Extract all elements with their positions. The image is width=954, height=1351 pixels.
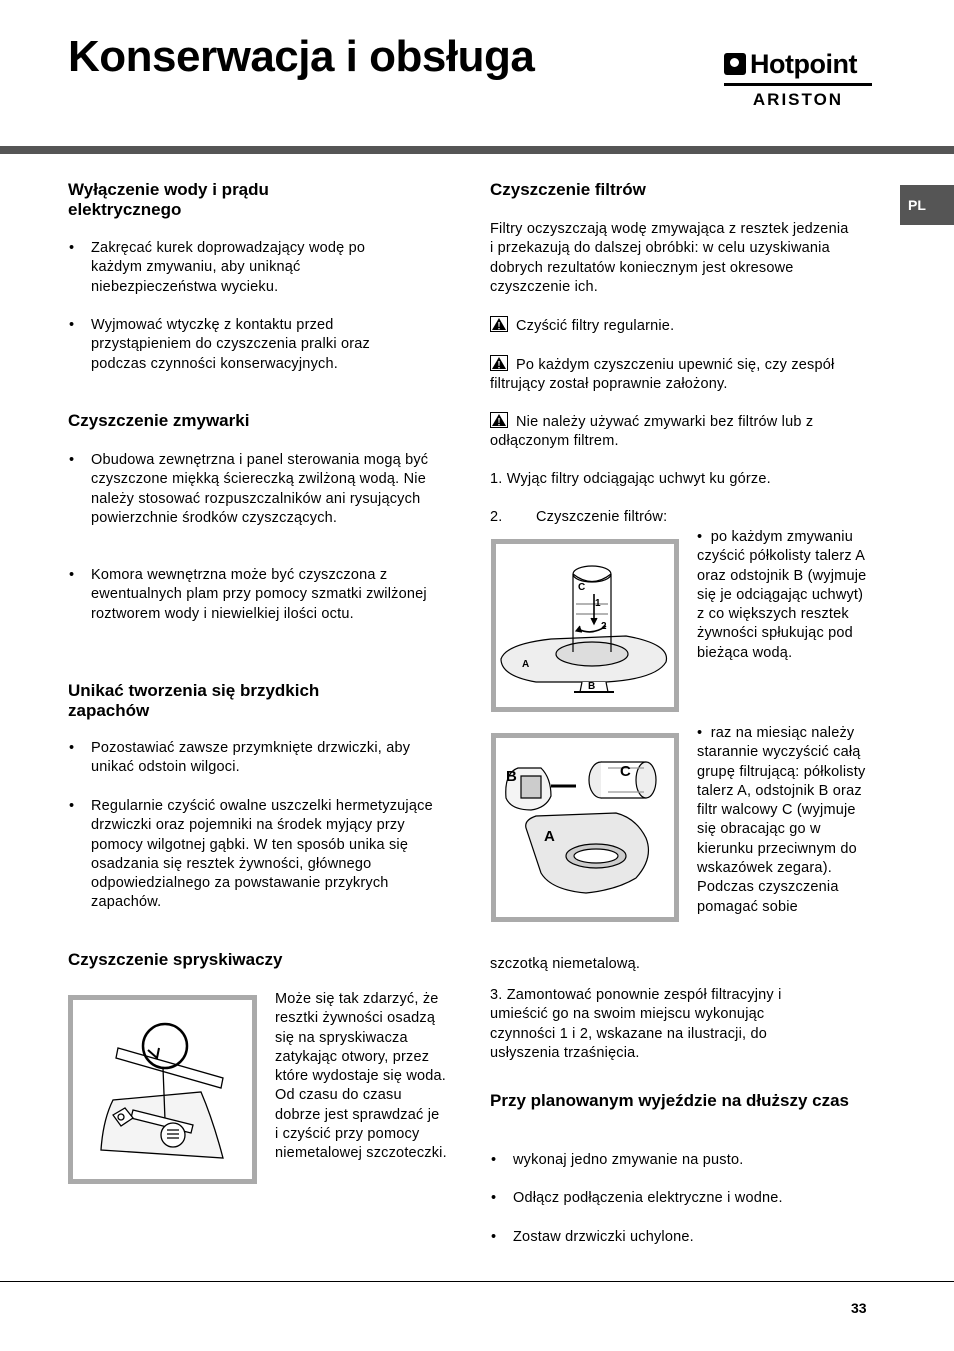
list-item: • wykonaj jedno zmywanie na pusto. <box>491 1152 744 1168</box>
filter-parts-illustration <box>491 733 679 922</box>
fig1-description: • po każdym zmywaniu czyścić półkolisty talerz A oraz odstojnik B (wyjmuje się je odciągając uchwyt) z co większych resztek żywności spłukując pod bieżąca wodą. <box>697 529 867 661</box>
step-2-number: 2. <box>490 509 503 525</box>
filters-intro: Filtry oczyszczają wodę zmywająca z resztek jedzenia i przekazują do dalszej obróbki: w celu uzyskiwania dobrych rezultatów koniecznym jest okresowe czyszczenie ich. <box>490 221 849 295</box>
warning-icon <box>490 355 508 371</box>
filter-removal-illustration <box>491 539 679 712</box>
filter-parts-icon <box>496 738 674 917</box>
filter-assembly-icon <box>496 544 674 707</box>
fig1-label-b: B <box>588 681 596 692</box>
sprayer-illustration <box>68 995 257 1184</box>
list-item: • Wyjmować wtyczkę z kontaktu przed przystąpieniem do czyszczenia pralki oraz podczas czynności konserwacyjnych. <box>69 317 370 372</box>
list-item: • Regularnie czyścić owalne uszczelki hermetyzujące drzwiczki oraz pojemniki na środek myjący przy pomocy wilgotnej gąbki. W ten sposób unika się osadzania się resztek żywności, głównego odpowiedzialnego za powstawanie przykrych zapachów. <box>69 798 433 911</box>
hotpoint-logo-icon <box>724 53 746 75</box>
sprayer-text: Może się tak zdarzyć, że resztki żywności osadzą się na spryskiwacza zatykając otwory, przez które wydostaje się woda. Od czasu do czasu dobrze jest sprawdzać je i czyścić przy pomocy niemetalowej szczoteczki. <box>275 991 447 1162</box>
section-title-water-power: Wyłączenie wody i prądu elektrycznego <box>68 180 269 219</box>
sprayer-arm-icon <box>73 1000 252 1179</box>
section-title-filters: Czyszczenie filtrów <box>490 180 646 199</box>
header-divider <box>0 146 954 154</box>
list-item: • Obudowa zewnętrzna i panel sterowania mogą być czyszczone miękką ściereczką zwilżoną wodą. Nie należy stosować rozpuszczalników ani rysujących powierzchnie środków czyszczących. <box>69 452 429 526</box>
section-title-sprayers: Czyszczenie spryskiwaczy <box>68 950 283 969</box>
fig1-label-a: A <box>522 659 530 670</box>
brand-logo <box>724 50 872 110</box>
fig1-label-2: 2 <box>601 621 607 632</box>
list-item: • Komora wewnętrzna może być czyszczona z ewentualnych plam przy pomocy szmatki zwilżonej roztworem wody i niewielkiej ilości octu. <box>69 567 427 622</box>
step-1: 1. Wyjąc filtry odciągając uchwyt ku górze. <box>490 471 771 487</box>
fig2-description-cont: szczotką niemetalową. <box>490 956 641 972</box>
fig1-label-c: C <box>578 582 586 593</box>
section-title-long-absence: Przy planowanym wyjeździe na dłuższy czas <box>490 1091 850 1110</box>
list-item: • Pozostawiać zawsze przymknięte drzwiczki, aby unikać odstoin wilgoci. <box>69 740 411 776</box>
language-tab: PL <box>900 185 954 225</box>
list-item: • Zostaw drzwiczki uchylone. <box>491 1229 694 1245</box>
list-item: • Zakręcać kurek doprowadzający wodę po każdym zmywaniu, aby uniknąć niebezpieczeństwa wycieku. <box>69 240 366 295</box>
section-title-cleaning: Czyszczenie zmywarki <box>68 411 250 430</box>
fig2-label-a: A <box>544 828 555 845</box>
fig2-label-b: B <box>506 768 517 785</box>
warning-1: Czyścić filtry regularnie. <box>490 316 860 336</box>
step-3: 3. Zamontować ponownie zespół filtracyjny i umieścić go na swoim miejscu wykonując czynności 1 i 2, wskazane na ilustracji, do usłyszenia trzaśnięcia. <box>490 987 782 1061</box>
fig2-description: • raz na miesiąc należy starannie wyczyścić całą grupę filtrującą: półkolisty talerz A, odstojnik B oraz filtr walcowy C (wyjmuje się obracając go w kierunku przeciwnym do wskazówek zegara). Podczas czyszczenia pomagać sobie <box>697 725 866 915</box>
warning-3: Nie należy używać zmywarki bez filtrów lub z odłączonym filtrem. <box>490 414 814 450</box>
step-2: Czyszczenie filtrów: <box>536 509 668 525</box>
brand-bottom: ARISTON <box>752 90 844 109</box>
page-number: 33 <box>851 1300 867 1316</box>
section-title-odors: Unikać tworzenia się brzydkich zapachów <box>68 681 320 720</box>
footer-divider <box>0 1281 954 1282</box>
page-title: Konserwacja i obsługa <box>68 32 535 81</box>
brand-top: Hotpoint <box>750 49 857 79</box>
warning-2: Po każdym czyszczeniu upewnić się, czy zespół filtrujący został poprawnie założony. <box>490 357 835 393</box>
warning-icon <box>490 316 508 332</box>
fig2-label-c: C <box>620 763 631 780</box>
list-item: • Odłącz podłączenia elektryczne i wodne. <box>491 1190 783 1206</box>
warning-icon <box>490 412 508 428</box>
fig1-label-1: 1 <box>595 598 601 609</box>
